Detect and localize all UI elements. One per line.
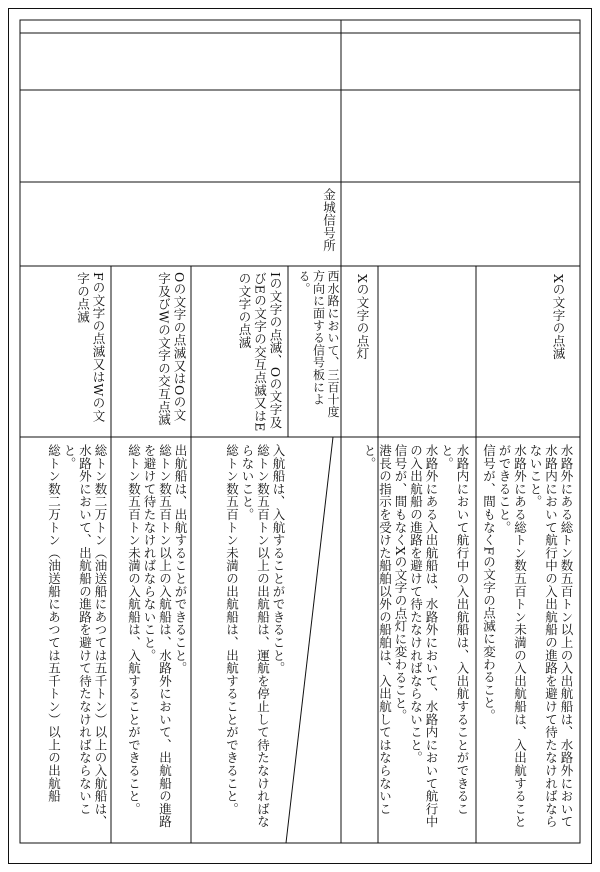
header-o-w: Oの文字の点滅又はOの文字及びWの文字の交互点滅 — [156, 272, 187, 426]
rule-i-o-e: 入航船は、入航することができること。 総トン数五百トン以上の出航船は、運航を停止して待たなければならないこと。 総トン数五百トン未満の出航船は、出航することができること。 — [224, 444, 286, 828]
header-i-o-e: Iの文字の点滅、Oの文字及びEの文字の交互点滅又はEの文字の点滅 — [237, 272, 283, 432]
header-f-w: Fの文字の点滅又はWの文字の点滅 — [75, 272, 106, 423]
rule-x-flashing: 水路外にある総トン数五百トン以上の入出航船は、水路外において水路内において航行中の入出航船の進路を避けて待たなければならないこと。 水路外にある総トン数五百トン未満の入出航船は、入出航することができること。 信号が、間もなくFの文字の点滅に変わること。 — [481, 444, 574, 828]
rule-x-steady: 水路内において航行中の入出航船は、入出航することができること。 水路外にある入出航船は、水路外において、水路内において航行中の入出航船の進路を避けて待たなければならないこと。 信号が、間もなくXの文字の点灯に変わること。 港長の指示を受けた船舶以外の船舶は、入出航してはならないこと。 — [362, 444, 470, 828]
header-west-channel: 西水路において、三百十度方向に面する信号板による。 — [297, 270, 340, 418]
signal-station-label: 金城信号所 — [321, 188, 337, 252]
header-x-flashing: Xの文字の点滅 — [551, 274, 566, 360]
rule-o-w: 出航船は、出航することができること。 総トン数五百トン以上の入航船は、水路外において、出航船の進路を避けて待たなければならないこと。 総トン数五百トン未満の入航船は、入航することができること。 — [126, 444, 188, 828]
header-x-steady: Xの文字の点灯 — [355, 274, 370, 360]
rule-f-w: 総トン数二万トン（油送船にあつては五千トン）以上の入航船は、水路外において、出航船の進路を避けて待たなければならないこと。 総トン数二万トン（油送船にあつては五千トン）以上の出航船 — [46, 444, 108, 828]
